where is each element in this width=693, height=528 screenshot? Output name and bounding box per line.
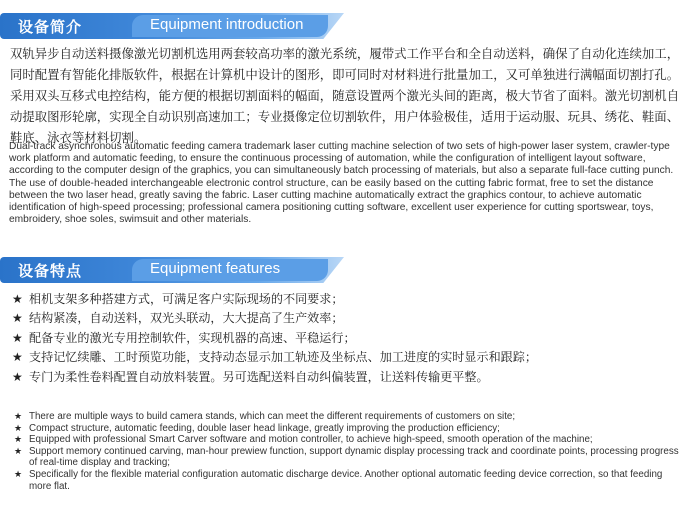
feature-text-en: There are multiple ways to build camera stands, which can meet the different requirements of customers on site;: [29, 411, 516, 422]
intro-paragraph-en: Dual-track asynchronous automatic feeding camera trademark laser cutting machine selection of two sets of high-power laser system, crawler-type work platform and automatic feeding, to ensure the continuous processing of automation, while the configuration of intelligent layout software, according to the computer design of the graphics, you can simultaneously batch processing of materials, but also a separate full-face cutting punch. The use of double-headed interchangeable electronic control structure, can be easily based on the cutting fabric format, free to set the distance between the two laser head, greatly saving the fabric. Laser cutting machine automatically extract the graphics contour, to achieve automatic identification of high-speed processing; professional camera positioning cutting software, excellent user experience for cutting sportswear, toys, embroidery, shoe soles, swimsuit and other materials.: [9, 141, 674, 226]
star-icon: ★: [14, 411, 23, 421]
feature-text-cn: 结构紧凑，自动送料，双光头联动，大大提高了生产效率；: [29, 311, 344, 326]
features-list-en: [14, 411, 684, 492]
list-item: [14, 446, 684, 469]
star-icon: ★: [12, 311, 23, 326]
star-icon: ★: [12, 292, 23, 306]
feature-text-en: Support memory continued carving, man-hour prewiew function, support dynamic display processing track and coordinate points, processing progress of real-time display and tracking;: [29, 445, 679, 469]
feature-text-cn: 相机支架多种搭建方式，可满足客户实际现场的不同要求；: [29, 292, 344, 306]
section-title-cn: 设备特点: [18, 262, 83, 280]
star-icon: ★: [12, 350, 23, 365]
section-banner-introduction: [0, 13, 344, 39]
features-list-cn: [12, 290, 682, 387]
star-icon: ★: [14, 445, 23, 456]
section-title-en: Equipment features: [150, 260, 281, 277]
list-item: [12, 309, 682, 328]
list-item: [12, 290, 682, 309]
section-title-cn: 设备简介: [18, 18, 83, 36]
star-icon: ★: [12, 369, 23, 384]
list-item: [14, 469, 684, 492]
section-banner-features: [0, 257, 344, 283]
star-icon: ★: [14, 434, 23, 445]
feature-text-en: Compact structure, automatic feeding, double laser head linkage, greatly improving the production efficiency;: [29, 422, 500, 434]
list-item: [14, 423, 684, 435]
feature-text-en: Equipped with professional Smart Carver software and motion controller, to achieve high-speed, smooth operation of the machine;: [29, 434, 593, 446]
feature-text-cn: 支持记忆续雕、工时预览功能，支持动态显示加工轨迹及坐标点、加工进度的实时显示和跟踪；: [29, 350, 537, 365]
section-title-en: Equipment introduction: [150, 16, 304, 33]
star-icon: ★: [14, 468, 23, 479]
list-item: [12, 329, 682, 348]
list-item: [14, 411, 684, 423]
star-icon: ★: [12, 330, 23, 345]
feature-text-en: Specifically for the flexible material configuration automatic discharge device. Another optional automatic feeding device correction, so that feeding more flat.: [29, 468, 663, 492]
list-item: [12, 368, 682, 387]
feature-text-cn: 配备专业的激光专用控制软件，实现机器的高速、平稳运行；: [29, 330, 356, 345]
list-item: [12, 348, 682, 367]
feature-text-cn: 专门为柔性卷料配置自动放料装置。另可选配送料自动纠偏装置，让送料传输更平整。: [29, 369, 489, 384]
intro-paragraph-cn: 双轨异步自动送料摄像激光切割机选用两套较高功率的激光系统，履带式工作平台和全自动送料，确保了自动化连续加工，同时配置有智能化排版软件，根据在计算机中设计的图形，即可同时对材料进行批量加工，又可单独进行满幅面切割打孔。采用双头互移式电控结构，能方便的根据切割面料的幅面，随意设置两个激光头间的距离，极大节省了面料。激光切割机自动提取图形轮廓，实现全自动识别高速加工；专业摄像定位切割软件，用户体验极佳，适用于运动服、玩具、绣花、鞋面、鞋底、泳衣等材料切割。: [10, 46, 680, 145]
star-icon: ★: [14, 422, 23, 433]
list-item: [14, 434, 684, 446]
